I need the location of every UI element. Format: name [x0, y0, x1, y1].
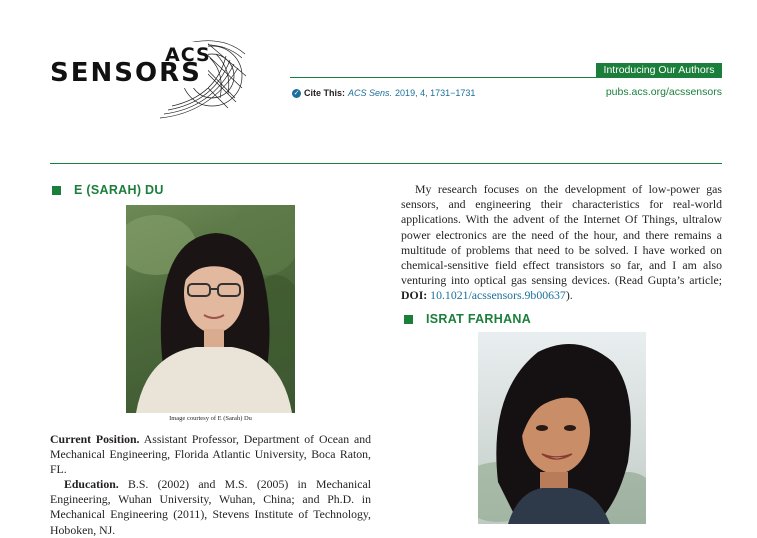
research-paragraph	[401, 182, 722, 304]
cite-line[interactable]	[292, 88, 475, 98]
journal-logo-acs: ACS	[165, 44, 211, 66]
cite-label: Cite This:	[304, 88, 346, 98]
doi-link[interactable]: 10.1021/acssensors.9b00637	[430, 288, 566, 303]
section-rule	[50, 163, 722, 164]
journal-website-link[interactable]: pubs.acs.org/acssensors	[605, 86, 722, 98]
education-label: Education.	[64, 477, 119, 491]
research-text: My research focuses on the development of low-power gas sensors, and engineering their characteristics for real-world applications. With the advent of the Internet Of Things, ultralow power electronics are the need of the hour, and there remains a multitude of problems that need to be solved. I have worked on chemical-sensitive field effect transistors so far, and I am also venturing into optical gas sensing devices. (Read Gupta’s article;	[401, 182, 722, 288]
current-position-text: Assistant Professor, Department of Ocean and Mechanical Engineering, Florida Atlantic University, Boca Raton, FL.	[50, 432, 371, 477]
photo-caption: Image courtesy of E (Sarah) Du	[169, 415, 252, 422]
current-position-paragraph	[50, 432, 371, 478]
author-photo	[478, 332, 646, 524]
check-circle-icon: ✓	[293, 89, 300, 97]
research-closing: ).	[565, 288, 573, 303]
doi-label: DOI:	[401, 288, 428, 303]
current-position-label: Current Position.	[50, 432, 140, 446]
author-heading	[404, 312, 531, 326]
heading-square-icon	[52, 186, 61, 195]
heading-square-icon	[404, 315, 413, 324]
author-photo	[126, 205, 295, 413]
section-tag: Introducing Our Authors	[596, 63, 722, 77]
education-text: B.S. (2002) and M.S. (2005) in Mechanical Engineering, Wuhan University, Wuhan, China; and Ph.D. in Mechanical Engineering (2011), Stevens Institute of Technology, Hoboken, NJ.	[50, 477, 371, 537]
header-rule	[290, 77, 722, 78]
author-name: ISRAT FARHANA	[426, 312, 532, 326]
cite-journal[interactable]: ACS Sens.	[348, 88, 393, 98]
education-paragraph	[50, 477, 371, 538]
cite-reference[interactable]: 2019, 4, 1731−1731	[395, 88, 476, 98]
journal-logo-sensors: SENSORS	[50, 58, 202, 88]
author-name: E (SARAH) DU	[74, 183, 164, 197]
author-heading	[52, 183, 164, 197]
